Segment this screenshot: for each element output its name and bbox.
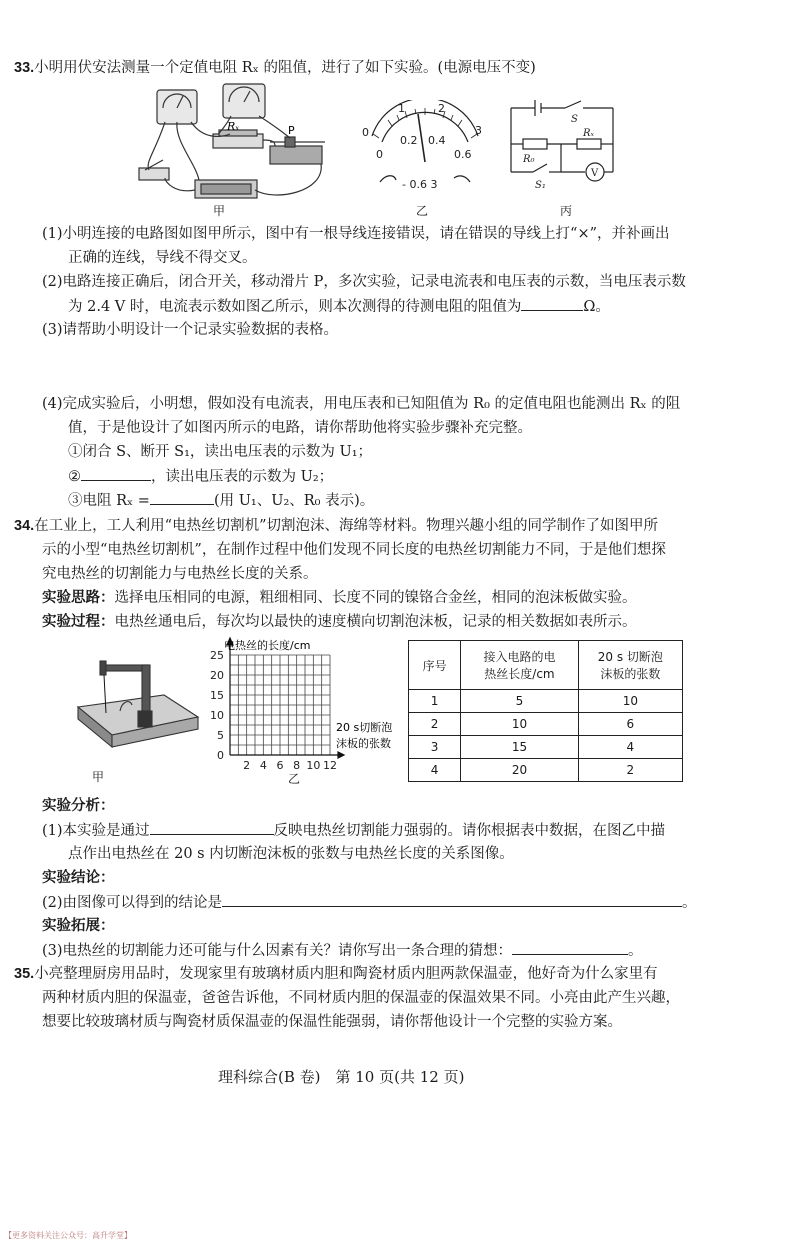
q33-part2-line1: (2)电路连接正确后，闭合开关，移动滑片 P，多次实验，记录电流表和电压表的示数，当电压表示数 — [42, 274, 686, 290]
answer-blank-step2[interactable] — [81, 466, 151, 481]
q34-a3: (3)电热丝的切割能力还可能与什么因素有关？请你写出一条合理的猜想： 。 — [42, 940, 643, 961]
svg-text:0.6: 0.6 — [454, 148, 472, 161]
q33-part4-line1: (4)完成实验后，小明想，假如没有电流表，用电压表和已知阻值为 R₀ 的定值电阻也能测出 Rₓ 的阻 — [42, 396, 681, 412]
table-cell: 4 — [578, 736, 682, 759]
table-header-row — [409, 641, 683, 690]
table-row — [409, 690, 683, 713]
y-tick-label: 0 — [217, 749, 224, 762]
table-header-cell: 20 s 切断泡 沫板的张数 — [578, 641, 682, 690]
q35-line1: 35.小亮整理厨房用品时，发现家里有玻璃材质内胆和陶瓷材质内胆两款保温壶，他好奇为什么家里有 — [14, 966, 658, 982]
q34-a1-line1: (1)本实验是通过 反映电热丝切割能力强弱的。请你根据表中数据，在图乙中描 — [42, 820, 665, 841]
y-tick-label: 20 — [210, 669, 224, 682]
table-cell: 3 — [409, 736, 461, 759]
watermark: 【更多资料关注公众号：高升学堂】 — [4, 1231, 132, 1240]
q33-stem: 33.小明用伏安法测量一个定值电阻 Rₓ 的阻值，进行了如下实验。(电源电压不变) — [14, 60, 536, 76]
graph-y-label: 电热丝的长度/cm — [224, 639, 311, 652]
table-cell: 2 — [578, 759, 682, 782]
svg-text:0: 0 — [362, 126, 369, 139]
fig-label-jia: 甲 — [213, 204, 226, 218]
table-cell: 5 — [461, 690, 578, 713]
x-tick-label: 10 — [306, 759, 321, 772]
graph-x-label-line1: 20 s切断泡 — [336, 721, 393, 734]
table-cell: 6 — [578, 713, 682, 736]
svg-text:V: V — [591, 168, 599, 179]
q34-idea: 实验思路：选择电压相同的电源，粗细相同、长度不同的镍铬合金丝，相同的泡沫板做实验。 — [42, 589, 637, 606]
answer-blank-conclusion[interactable] — [222, 892, 682, 907]
page-footer: 理科综合(B 卷) 第 10 页(共 12 页) — [218, 1068, 465, 1086]
q34-conclusion-label: 实验结论： — [42, 869, 115, 886]
fig-label-yi: 乙 — [416, 204, 429, 218]
table-cell: 10 — [461, 713, 578, 736]
q34-number: 34. — [14, 518, 35, 534]
svg-text:0.2: 0.2 — [400, 134, 418, 147]
svg-text:Rₓ: Rₓ — [583, 128, 595, 139]
x-axis-arrow — [338, 752, 344, 758]
data-table — [408, 640, 683, 782]
q34-a1-line2: 点作出电热丝在 20 s 内切断泡沫板的张数与电热丝长度的关系图像。 — [68, 846, 514, 862]
table-row — [409, 713, 683, 736]
figure-yi-ammeter — [360, 100, 490, 200]
figure-yi-grid-graph — [200, 635, 410, 775]
q33-part1-line1: (1)小明连接的电路图如图甲所示，图中有一根导线连接错误，请在错误的导线上打“×”，并补画出 — [42, 226, 670, 242]
x-tick-label: 4 — [259, 759, 267, 772]
q35-number: 35. — [14, 966, 35, 982]
q33-part3: (3)请帮助小明设计一个记录实验数据的表格。 — [42, 322, 339, 338]
table-row — [409, 759, 683, 782]
table-cell: 1 — [409, 690, 461, 713]
x-tick-label: 12 — [323, 759, 337, 772]
q34-process: 实验过程：电热丝通电后，每次均以最快的速度横向切割泡沫板，记录的相关数据如表所示。 — [42, 613, 637, 630]
q35-line2: 两种材质内胆的保温壶，爸爸告诉他，不同材质内胆的保温壶的保温效果不同。小亮由此产生兴趣， — [42, 990, 680, 1006]
q33-number: 33. — [14, 60, 35, 76]
x-tick-label: 2 — [243, 759, 251, 772]
q35-line3: 想要比较玻璃材质与陶瓷材质保温壶的保温性能强弱，请你帮他设计一个完整的实验方案。 — [42, 1014, 622, 1030]
q33-step2: ② ，读出电压表的示数为 U₂； — [68, 466, 333, 487]
y-tick-label: 10 — [210, 709, 224, 722]
answer-blank-rx-formula[interactable] — [150, 490, 214, 505]
svg-text:0.4: 0.4 — [428, 134, 446, 147]
q33-step1: ①闭合 S、断开 S₁，读出电压表的示数为 U₁； — [68, 444, 373, 460]
graph-x-label-line2: 沫板的张数 — [336, 737, 391, 750]
q34-analysis-label: 实验分析： — [42, 797, 115, 814]
answer-blank-method[interactable] — [150, 820, 274, 835]
svg-text:2: 2 — [438, 102, 445, 115]
q34-stem-line1: 34.在工业上，工人利用“电热丝切割机”切割泡沫、海绵等材料。物理兴趣小组的同学制作了如图甲所 — [14, 518, 658, 534]
figure-jia-apparatus — [135, 82, 335, 222]
table-cell: 2 — [409, 713, 461, 736]
q33-part4-line2: 值，于是他设计了如图丙所示的电路，请你帮助他将实验步骤补充完整。 — [68, 420, 532, 436]
q34-a2: (2)由图像可以得到的结论是 。 — [42, 892, 697, 913]
figure-bing-circuit — [505, 92, 620, 197]
table-header-cell: 接入电路的电 热丝长度/cm — [461, 641, 578, 690]
table-cell: 20 — [461, 759, 578, 782]
slider-p-label: P — [288, 124, 295, 137]
q33-part2-line2: 为 2.4 V 时，电流表示数如图乙所示，则本次测得的待测电阻的阻值为 Ω。 — [68, 296, 610, 317]
y-tick-label: 15 — [210, 689, 224, 702]
svg-text:1: 1 — [398, 102, 405, 115]
fig-label-yi-34: 乙 — [288, 772, 301, 786]
svg-text:S₁: S₁ — [535, 180, 546, 191]
answer-blank-resistance[interactable] — [521, 296, 583, 311]
q34-extend-label: 实验拓展： — [42, 917, 115, 934]
table-cell: 15 — [461, 736, 578, 759]
rx-label: Rₓ — [227, 120, 240, 133]
table-row — [409, 736, 683, 759]
table-cell: 4 — [409, 759, 461, 782]
y-tick-label: 25 — [210, 649, 224, 662]
svg-text:S: S — [571, 114, 578, 125]
x-tick-label: 6 — [276, 759, 284, 772]
q34-stem-line3: 究电热丝的切割能力与电热丝长度的关系。 — [42, 566, 318, 582]
figure-wire-cutter — [72, 655, 202, 760]
svg-text:R₀: R₀ — [523, 154, 535, 165]
svg-text:0: 0 — [376, 148, 383, 161]
answer-blank-guess[interactable] — [512, 940, 628, 955]
fig-label-bing: 丙 — [560, 204, 573, 218]
table-header-cell: 序号 — [409, 641, 461, 690]
q33-part1-line2: 正确的连线，导线不得交叉。 — [68, 250, 257, 266]
table-cell: 10 — [578, 690, 682, 713]
svg-text:- 0.6 3: - 0.6 3 — [402, 178, 438, 191]
q33-step3: ③电阻 Rₓ = (用 U₁、U₂、R₀ 表示)。 — [68, 490, 374, 511]
fig-label-jia-34: 甲 — [92, 770, 105, 784]
x-tick-label: 8 — [293, 759, 301, 772]
y-tick-label: 5 — [217, 729, 224, 742]
svg-text:3: 3 — [475, 124, 482, 137]
q34-stem-line2: 示的小型“电热丝切割机”，在制作过程中他们发现不同长度的电热丝切割能力不同，于是他们想探 — [42, 542, 666, 558]
